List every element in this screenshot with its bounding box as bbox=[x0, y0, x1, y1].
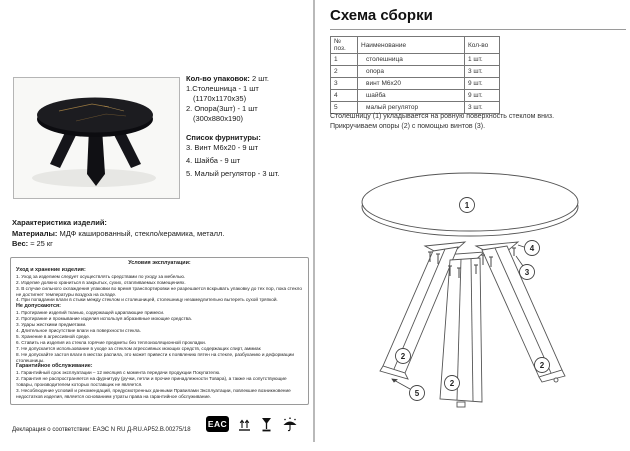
parts-table-header-row bbox=[331, 37, 500, 54]
foot-regulator-middle bbox=[457, 402, 465, 407]
warranty-item: 1. Гарантийный срок эксплуатации – 12 месяцев с момента передачи продукции Покупателю. bbox=[16, 370, 221, 376]
hardware-title: Список фурнитуры: bbox=[186, 133, 261, 142]
prohibited-item: 3. Удары жесткими предметами. bbox=[16, 322, 87, 328]
cell-name: винт М6х20 bbox=[358, 78, 465, 90]
instruction-line: Прикручиваем опоры (2) с помощью винтов (3). bbox=[330, 123, 486, 130]
prohibited-title: Не допускаются: bbox=[16, 303, 61, 310]
cell-qty: 3 шт. bbox=[465, 66, 500, 78]
col-name: Наименование bbox=[358, 37, 465, 54]
foot-regulator-right bbox=[554, 378, 558, 382]
title-rule bbox=[330, 29, 626, 30]
hardware-item: 4. Шайба - 9 шт bbox=[186, 156, 241, 165]
cell-pos: 3 bbox=[331, 78, 358, 90]
callout-5-label: 5 bbox=[414, 389, 420, 398]
characteristics bbox=[12, 218, 307, 250]
weight-label: Вес: bbox=[12, 239, 29, 248]
table-row bbox=[331, 78, 500, 90]
assembly-diagram bbox=[330, 158, 630, 451]
callout-2-label: 2 bbox=[400, 352, 406, 361]
prohibited-item: 8. Не допускайте застоя влаги в местах распила, это может привести к появлению пятен на стекле, разбуханию и деформации столешницы. bbox=[16, 351, 294, 363]
characteristics-title: Характеристика изделий: bbox=[12, 218, 107, 227]
packaging-line-dims: (300х880х190) bbox=[193, 114, 244, 123]
callout-1-label: 1 bbox=[464, 201, 470, 210]
care-item: 4. При попадании влаги в стыки между стеклом и столешницей, столешницу незамедлительно вытереть сухой тряпкой. bbox=[16, 297, 278, 303]
prohibited-item: 2. Протирание и промывание изделия используя абразивные моющие средства. bbox=[16, 316, 193, 322]
packaging-line-dims: (1170х1170х35) bbox=[193, 94, 247, 103]
packaging-title: Кол-во упаковок: bbox=[186, 74, 250, 83]
hardware-item: 3. Винт М6х20 - 9 шт bbox=[186, 143, 259, 152]
cell-name: шайба bbox=[358, 90, 465, 102]
column-divider bbox=[313, 0, 315, 442]
cell-qty: 1 шт. bbox=[465, 54, 500, 66]
packaging-info bbox=[186, 74, 312, 182]
packaging-pictograms bbox=[206, 415, 298, 433]
prohibited-item: 5. Хранение в агрессивной среде. bbox=[16, 333, 91, 339]
weight-value: ≈ 25 кг bbox=[28, 239, 53, 248]
care-title: Уход и хранение изделия: bbox=[16, 266, 86, 273]
assembly-diagram-svg bbox=[330, 158, 630, 446]
instruction-line: Столешницу (1) укладывается на ровную поверхность стеклом вниз. bbox=[330, 113, 555, 120]
warranty-title: Гарантийное обслуживание: bbox=[16, 363, 93, 370]
cell-pos: 5 bbox=[331, 102, 358, 114]
callout-4-label: 4 bbox=[529, 244, 535, 253]
round-table-image bbox=[14, 78, 177, 196]
table-row bbox=[331, 66, 500, 78]
care-item: 1. Уход за изделием следует осуществлять средствами по уходу за мебелью. bbox=[16, 273, 186, 279]
warranty-item: 3. Несоблюдение условий и рекомендаций, предусмотренных данными Правилами Эксплуатации, повлекшее возникновение недостатков изделия, является основанием утраты права на гарантийное обслуживание. bbox=[16, 388, 291, 399]
col-qty: Кол-во bbox=[465, 37, 500, 54]
prohibited-item: 6. Ставить на изделия из стекла горячие предметы без теплоизоляционной прокладки. bbox=[16, 339, 207, 345]
page-title: Схема сборки bbox=[330, 7, 433, 24]
prohibited-item: 7. Не допускается использование в уходе за стеклом агрессивных моющих средств, содержащих спирт, аммиак bbox=[16, 345, 261, 351]
conditions-title: Условия эксплуатации: bbox=[128, 260, 191, 266]
usage-conditions-box bbox=[10, 257, 309, 405]
parts-table bbox=[330, 36, 500, 114]
leg-right bbox=[482, 246, 562, 377]
prohibited-item: 4. Длительное присутствие влаги на поверхности стекла. bbox=[16, 327, 141, 333]
keep-dry-umbrella-icon bbox=[282, 417, 298, 432]
materials-value: МДФ кашированный, стекло/керамика, металл. bbox=[57, 228, 225, 238]
cell-qty: 9 шт. bbox=[465, 78, 500, 90]
product-photo bbox=[13, 77, 180, 199]
callout-2-label: 2 bbox=[449, 379, 455, 388]
cell-qty: 3 шт. bbox=[465, 102, 500, 114]
prohibited-item: 1. Протирание изделий тканью, содержащей царапающие примеси. bbox=[16, 310, 165, 316]
assembly-instructions bbox=[330, 112, 620, 132]
hardware-item: 5. Малый регулятор - 3 шт. bbox=[186, 169, 280, 178]
cell-pos: 4 bbox=[331, 90, 358, 102]
packaging-line: 2. Опора(3шт) - 1 шт bbox=[186, 104, 258, 113]
declaration-of-conformity: Декларация о соответствии: ЕАЭС N RU Д-RU.АР52.В.00275/18 bbox=[12, 427, 191, 433]
col-position: № поз. bbox=[331, 37, 358, 54]
packaging-line: 1.Столешница - 1 шт bbox=[186, 84, 259, 93]
care-item: 2. Изделие должно храниться в закрытых, сухих, отапливаемых помещениях. bbox=[16, 279, 186, 285]
packaging-count: 2 шт. bbox=[249, 74, 269, 83]
cell-qty: 9 шт. bbox=[465, 90, 500, 102]
warranty-item: 2. Гарантия не распространяется на фурнитуру (ручки, петли и прочие принадлежности Товара), а также на сопутствующие товары, производителем которых поставщик не является. bbox=[16, 376, 287, 388]
cell-name: опора bbox=[358, 66, 465, 78]
callout-2-label: 2 bbox=[539, 361, 545, 370]
care-item: 3. В случае сильного охлаждения упаковки во время транспортировки не разрешается вскрывать упаковку до тех пор, пока стекло не достигнет температуры воздуха на складе. bbox=[16, 285, 302, 297]
materials-label: Материалы: bbox=[12, 228, 58, 238]
fragile-glass-icon bbox=[260, 417, 273, 432]
table-row bbox=[331, 54, 500, 66]
callout-3-label: 3 bbox=[524, 268, 530, 277]
cell-name: малый регулятор bbox=[358, 102, 465, 114]
cell-pos: 2 bbox=[331, 66, 358, 78]
cell-pos: 1 bbox=[331, 54, 358, 66]
table-row bbox=[331, 90, 500, 102]
this-way-up-icon bbox=[238, 417, 251, 431]
eac-mark-icon: ЕАС bbox=[206, 416, 229, 432]
cell-name: столешница bbox=[358, 54, 465, 66]
